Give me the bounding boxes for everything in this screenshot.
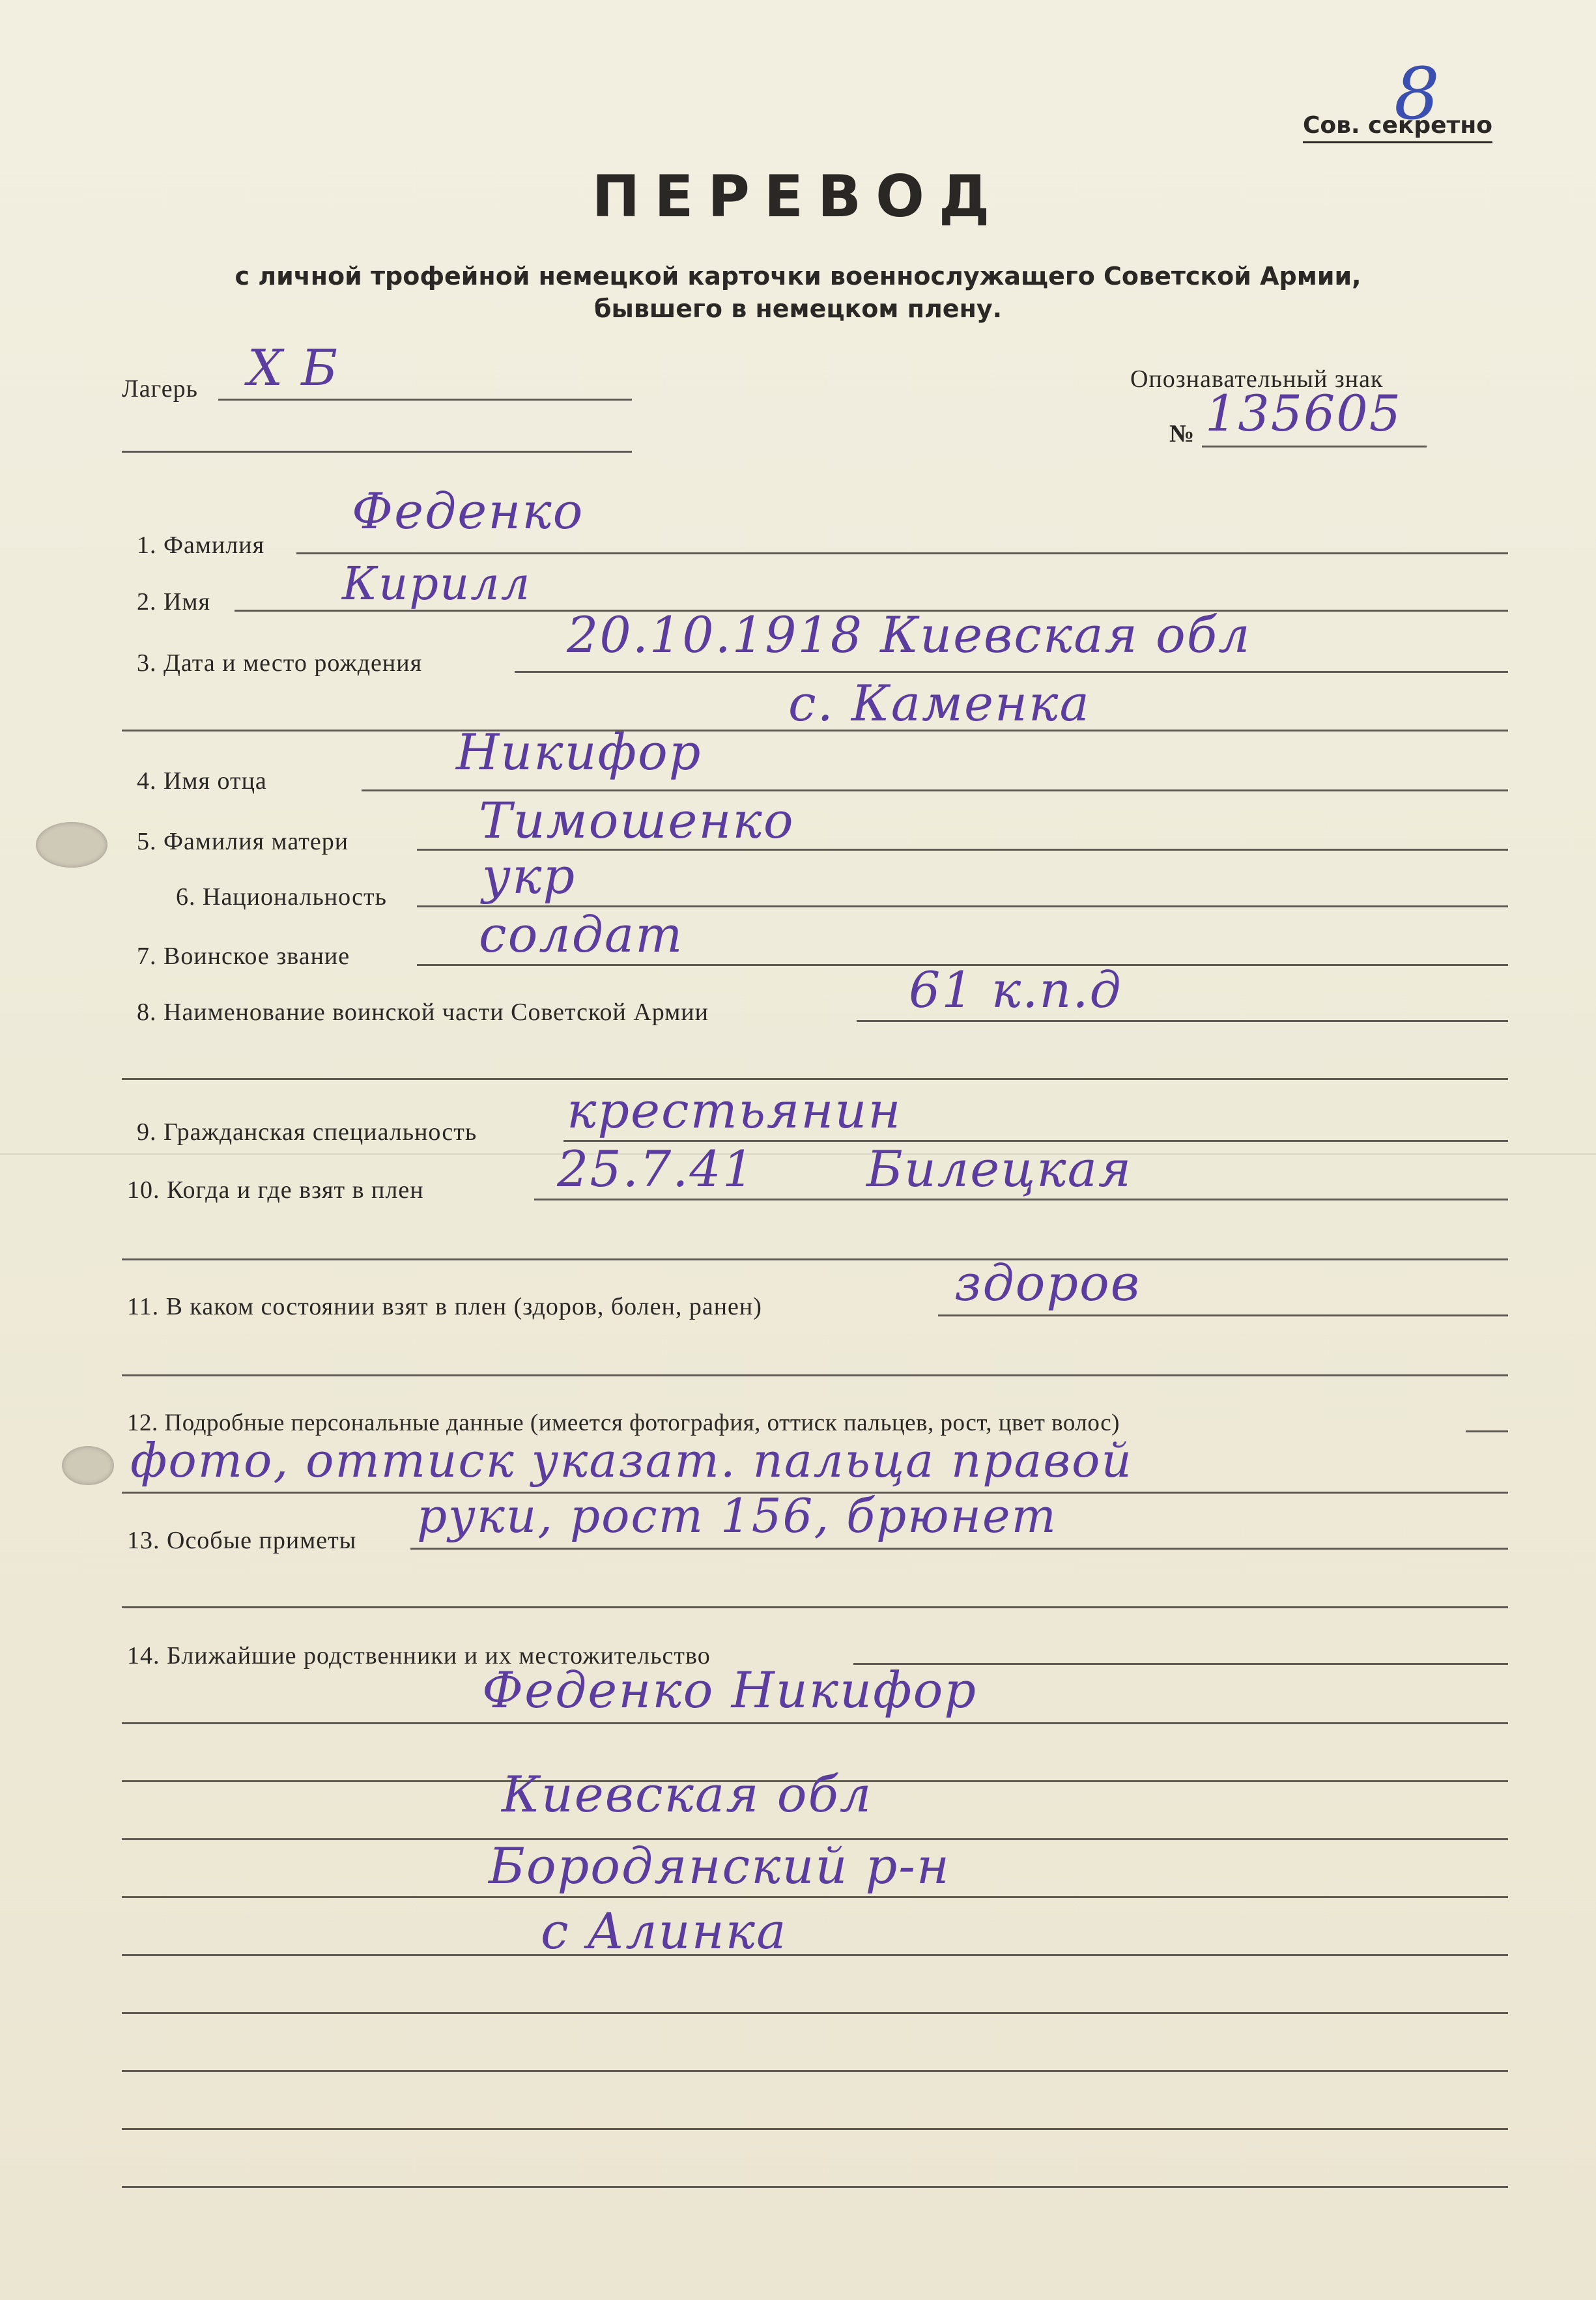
id-tag-number-label: № (1169, 420, 1195, 447)
field-6-label: 6. Национальность (176, 883, 387, 911)
punch-hole-upper (36, 822, 107, 868)
camp-label: Лагерь (122, 375, 198, 403)
document-subtitle-line1: с личной трофейной немецкой карточки военнослужащего Советской Армии, (235, 262, 1361, 291)
id-tag-line (1202, 446, 1427, 447)
camp-line (218, 399, 632, 401)
field-14-label: 14. Ближайшие родственники и их местожительство (127, 1642, 711, 1669)
field-10-line (534, 1199, 1508, 1200)
field-1-value: Феденко (352, 482, 584, 540)
field-13-label: 13. Особые приметы (127, 1527, 357, 1554)
field-8-value: 61 к.п.д (909, 961, 1122, 1019)
id-tag-label: Опознавательный знак (1130, 365, 1384, 393)
field-13-value: руки, рост 156, брюнет (417, 1488, 1057, 1543)
id-tag-value: 135605 (1205, 384, 1403, 442)
field-7-value: солдат (479, 905, 684, 963)
field-1-label: 1. Фамилия (137, 532, 265, 559)
document-title: ПЕРЕВОД (591, 163, 1005, 230)
field-12-line (1466, 1430, 1508, 1432)
document-subtitle-line2: бывшего в немецком плену. (593, 294, 1003, 323)
page-number-mark: 8 (1394, 52, 1440, 135)
field-10-value: 25.7.41 (557, 1140, 756, 1198)
field-3-value: 20.10.1918 Киевская обл (567, 606, 1251, 664)
field-14-line-10 (122, 2186, 1508, 2188)
field-14-line-6 (122, 1954, 1508, 1956)
field-8-label: 8. Наименование воинской части Советской Армии (137, 999, 709, 1026)
field-9-value: крестьянин (567, 1081, 902, 1139)
classification-stamp: Сов. секретно (1303, 112, 1492, 143)
field-11-label: 11. В каком состоянии взят в плен (здоров, болен, ранен) (127, 1293, 762, 1320)
field-2-label: 2. Имя (137, 588, 210, 616)
field-13-line-2 (122, 1606, 1508, 1608)
field-5-label: 5. Фамилия матери (137, 828, 349, 855)
field-8-line-2 (122, 1078, 1508, 1080)
field-6-value: укр (482, 847, 577, 905)
field-14-line-9 (122, 2128, 1508, 2130)
field-5-value: Тимошенко (479, 791, 795, 849)
field-10-value-2: Билецкая (866, 1140, 1133, 1198)
field-11-line (938, 1314, 1508, 1316)
camp-line-2 (122, 451, 632, 453)
paper-fold (0, 1153, 1596, 1155)
field-2-value: Кирилл (342, 557, 532, 610)
field-3-line (515, 671, 1508, 673)
field-4-value: Никифор (456, 723, 702, 781)
punch-hole-lower (62, 1446, 114, 1485)
field-4-label: 4. Имя отца (137, 767, 267, 795)
field-12-value: фото, оттиск указат. пальца правой (130, 1433, 1133, 1488)
field-14-value-2: Киевская обл (502, 1765, 873, 1823)
field-11-value: здоров (954, 1254, 1141, 1312)
field-3-label: 3. Дата и место рождения (137, 649, 423, 677)
field-12-label: 12. Подробные персональные данные (имеется фотография, оттиск пальцев, рост, цвет волос) (127, 1410, 1120, 1436)
field-14-value-4: с Алинка (541, 1902, 788, 1960)
field-11-line-2 (122, 1374, 1508, 1376)
field-14-line-8 (122, 2070, 1508, 2072)
field-8-line (857, 1020, 1508, 1022)
camp-value: Х Б (248, 339, 339, 397)
field-13-line (410, 1548, 1508, 1550)
field-9-label: 9. Гражданская специальность (137, 1118, 477, 1146)
field-10-label: 10. Когда и где взят в плен (127, 1176, 424, 1204)
field-10-line-2 (122, 1258, 1508, 1260)
field-7-label: 7. Воинское звание (137, 943, 350, 970)
field-14-value-1: Феденко Никифор (482, 1661, 978, 1719)
field-1-line (296, 552, 1508, 554)
field-14-value-3: Бородянский р-н (489, 1837, 950, 1895)
field-14-line-7 (122, 2012, 1508, 2014)
field-14-line-5 (122, 1896, 1508, 1898)
field-3-value-2: с. Каменка (788, 674, 1090, 732)
field-14-line-2 (122, 1722, 1508, 1724)
